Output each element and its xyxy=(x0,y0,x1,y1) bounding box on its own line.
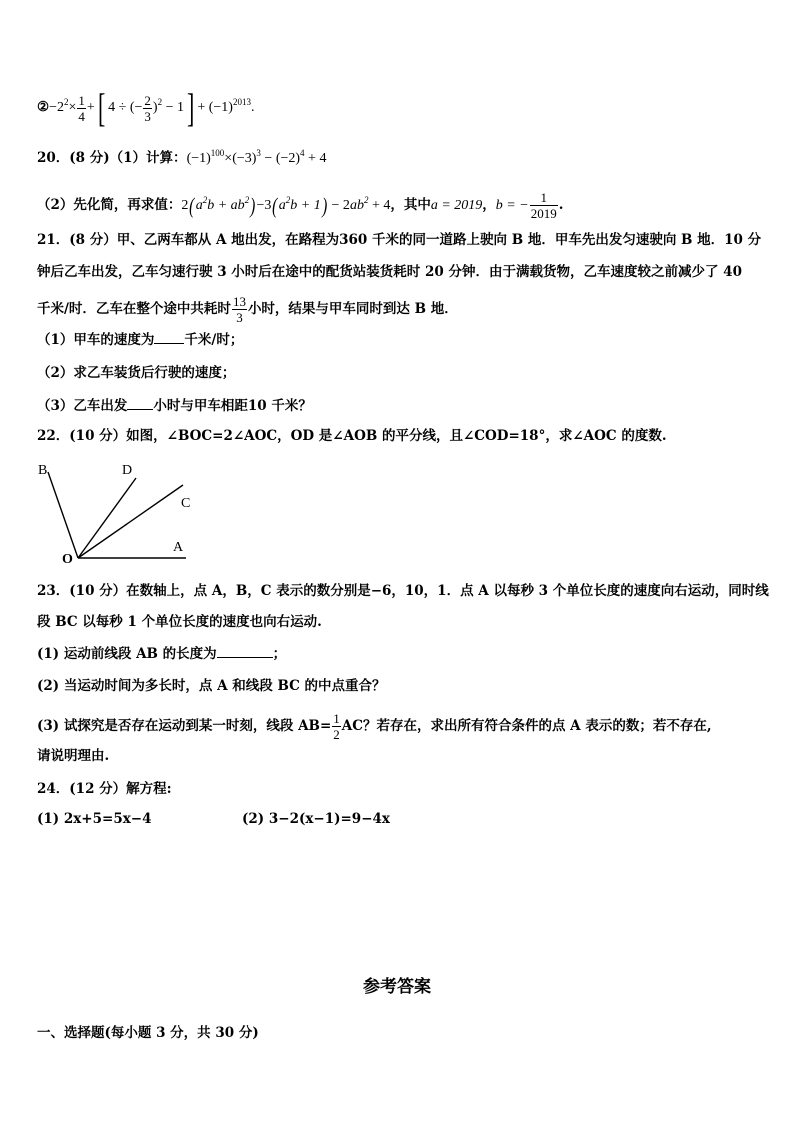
fraction-1-2019: $\frac{1}{2019}$ xyxy=(530,190,557,221)
paren: ( xyxy=(272,192,278,218)
q23-sub-3-cont: 请说明理由. xyxy=(37,748,110,764)
period: . xyxy=(558,197,564,213)
expr-part: + 4 xyxy=(304,151,327,166)
q22-text: 22．(10 分）如图，∠BOC=2∠AOC，OD 是∠AOB 的平分线，且∠COD=18°，求∠AOC 的度数. xyxy=(37,428,667,444)
text: 千米/时．乙车在整个途中共耗时 xyxy=(37,301,231,317)
expr-part: 2 xyxy=(181,198,189,213)
text: (1) 运动前线段 AB 的长度为 xyxy=(37,646,217,662)
ray-od xyxy=(78,478,136,558)
exponent: 2 xyxy=(285,195,291,205)
q21-sub-2: （2）求乙车装货后行驶的速度； xyxy=(37,365,236,381)
answer-blank[interactable] xyxy=(127,409,153,410)
q20-part-1 xyxy=(37,148,326,169)
q19-item-2 xyxy=(37,85,255,130)
text: ， xyxy=(482,197,496,213)
q21-line-2: 钟后乙车出发，乙车匀速行驶 3 小时后在途中的配货站装货耗时 20 分钟．由于满载货物，乙车速度较之前减少了 40 xyxy=(37,264,742,280)
answers-section-1: 一、选择题(每小题 3 分，共 30 分) xyxy=(37,1025,259,1041)
text: 千米/时； xyxy=(184,332,244,348)
q23-sub-2: (2) 当运动时间为多长时，点 A 和线段 BC 的中点重合？ xyxy=(37,678,386,694)
q24-head: 24．(12 分）解方程: xyxy=(37,781,172,797)
text: ，其中 xyxy=(390,197,431,213)
answer-blank[interactable] xyxy=(154,343,184,344)
label-o: O xyxy=(62,552,73,567)
exponent: 2 xyxy=(363,195,369,205)
angle-figure xyxy=(36,458,196,568)
exponent: 2013 xyxy=(232,97,251,108)
paren: ( xyxy=(189,192,195,218)
expr-part: b + 1 xyxy=(290,198,321,213)
paren: ) xyxy=(321,192,327,218)
text: AC？若存在，求出所有符合条件的点 A 表示的数；若不存在, xyxy=(341,718,712,734)
q20-part-2: （2）先化简，再求值：$2(a^2b + ab^2)-3(a^2b + 1) - 2ab^2 + 4$，其中a = 2019，b = − $\frac{1}{2019}$ . xyxy=(37,190,564,221)
exponent: 2 xyxy=(202,195,208,205)
plus-sign: + xyxy=(86,100,95,116)
q23-line-1: 23．(10 分）在数轴上，点 A，B，C 表示的数分别是−6，10，1．点 A 以每秒 3 个单位长度的速度向右运动，同时线 xyxy=(37,583,769,599)
q23-sub-3 xyxy=(37,711,712,742)
expr-part: b + ab xyxy=(207,198,245,213)
exponent: 2 xyxy=(157,97,163,108)
expr-part: −2 xyxy=(49,100,65,116)
period: . xyxy=(250,100,255,116)
question-head: （2）先化简，再求值： xyxy=(37,197,182,213)
q21-sub-3 xyxy=(37,396,312,416)
expr-part: − 1 xyxy=(162,100,184,116)
text: (3) 试探究是否存在运动到某一时刻，线段 AB= xyxy=(37,718,332,734)
expr-part: − (−2) xyxy=(260,151,301,166)
q23-sub-1 xyxy=(37,644,286,664)
text: （1）甲车的速度为 xyxy=(37,332,155,348)
q24-eq-1: (1) 2x+5=5x−4 xyxy=(37,811,152,827)
text: 小时与甲车相距10 千米？ xyxy=(153,398,312,414)
right-bracket: ] xyxy=(186,85,195,130)
text: 小时，结果与甲车同时到达 B 地． xyxy=(247,301,458,317)
expr-part: 4 ÷ (− xyxy=(108,100,143,116)
exponent: 2 xyxy=(64,97,69,108)
label-c: C xyxy=(181,496,191,511)
fraction-13-3: $\frac{13}{3}$ xyxy=(232,294,246,325)
expr-part: (−1) xyxy=(186,151,211,166)
q23-line-2: 段 BC 以每秒 1 个单位长度的速度也向右运动. xyxy=(37,614,322,630)
condition-b: b = − xyxy=(495,198,529,213)
fraction-2-3: $\frac{2}{3}$ xyxy=(144,92,151,124)
answer-blank[interactable] xyxy=(217,657,273,658)
exponent: 2 xyxy=(244,195,250,205)
q24-eq-2: (2) 3−2(x−1)=9−4x xyxy=(242,811,390,827)
q21-line-3 xyxy=(37,294,458,325)
text: （3）乙车出发 xyxy=(37,398,128,414)
q21-line-1: 21．(8 分）甲、乙两车都从 A 地出发，在路程为360 千米的同一道路上驶向 B 地．甲车先出发匀速驶向 B 地．10 分 xyxy=(37,232,762,248)
exponent: 100 xyxy=(210,148,225,158)
label-a: A xyxy=(173,540,184,555)
label-b: B xyxy=(38,463,48,478)
ray-oc xyxy=(78,485,183,558)
fraction-1-4: $\frac{1}{4}$ xyxy=(78,92,85,124)
answers-title: 参考答案 xyxy=(363,977,431,997)
expr-part: ×(−3) xyxy=(224,151,257,166)
times-sign: × xyxy=(68,100,77,116)
expr-part: ) xyxy=(152,100,158,116)
label-d: D xyxy=(122,463,133,478)
q21-sub-1 xyxy=(37,330,243,350)
left-bracket: [ xyxy=(97,85,106,130)
fraction-1-2: $\frac{1}{2}$ xyxy=(333,711,340,742)
item-marker: ② xyxy=(37,99,50,116)
exponent: 3 xyxy=(256,148,261,158)
condition-a: a = 2019 xyxy=(430,198,483,213)
expr-part: + (−1) xyxy=(197,100,233,116)
expr-part: + 4 xyxy=(368,198,391,213)
exponent: 4 xyxy=(300,148,305,158)
paren: ) xyxy=(250,192,256,218)
question-head: 20．(8 分)（1）计算： xyxy=(37,150,187,166)
text: ； xyxy=(272,646,287,662)
ray-ob xyxy=(48,472,78,558)
